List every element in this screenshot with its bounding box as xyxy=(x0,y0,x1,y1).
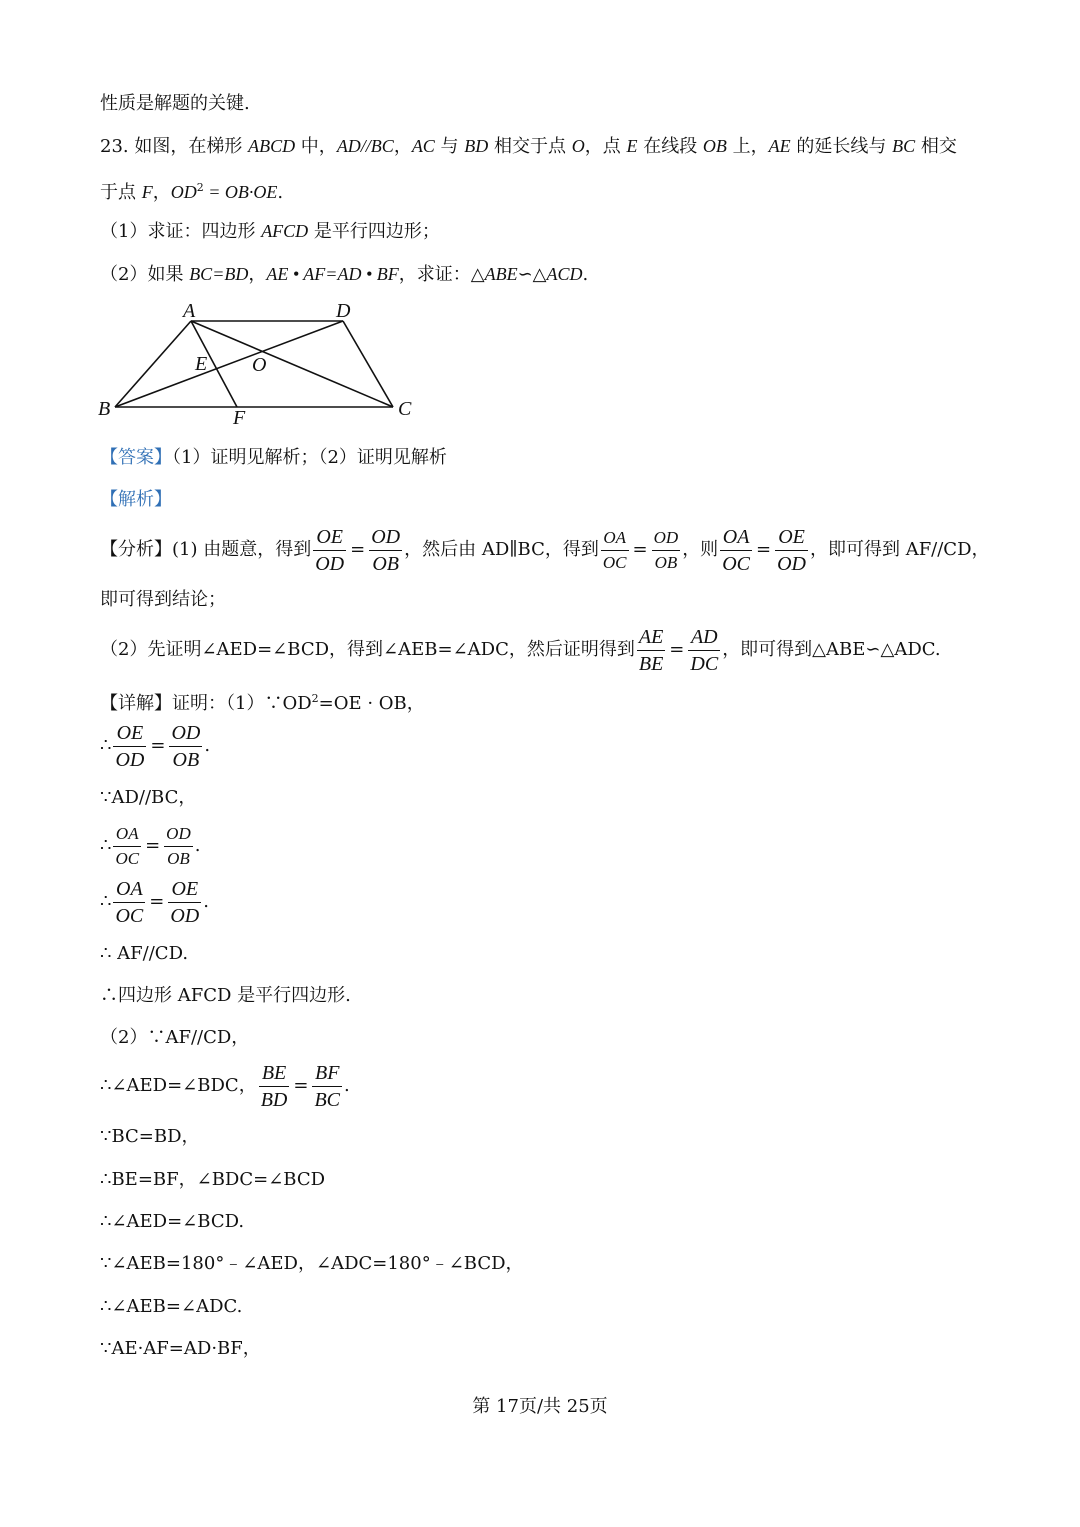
denominator: OB xyxy=(372,552,399,575)
math: ACD xyxy=(546,264,583,284)
text: ， xyxy=(393,136,412,157)
fraction xyxy=(169,720,202,773)
solution-step xyxy=(100,820,200,872)
equals: = xyxy=(293,1075,309,1096)
label-a: A xyxy=(183,300,196,322)
numerator: BF xyxy=(312,1060,342,1087)
solution-step xyxy=(100,786,196,810)
fraction xyxy=(688,624,720,677)
numerator: OE xyxy=(775,524,808,551)
math: OD xyxy=(170,182,197,202)
part-1-prompt xyxy=(100,219,440,244)
text: 的延长线与 xyxy=(790,136,893,157)
label-e: E xyxy=(195,353,208,375)
text: 相交于点 xyxy=(488,136,572,157)
numerator: AD xyxy=(688,624,720,651)
text: . xyxy=(582,264,589,285)
text: ∵AD//BC， xyxy=(100,787,197,808)
math: AE xyxy=(768,136,791,156)
text: ∴ AF//CD. xyxy=(100,943,189,964)
denominator: OD xyxy=(777,552,806,575)
label-d: D xyxy=(336,300,351,322)
math: AFCD xyxy=(261,221,309,241)
equals: = xyxy=(632,539,648,560)
numerator: OD xyxy=(369,524,402,551)
denominator: BC xyxy=(314,1088,341,1111)
therefore: ∴ xyxy=(100,891,112,912)
fraction xyxy=(313,524,346,577)
label-o: O xyxy=(252,354,267,376)
text: ∵∠AEB=180°﹣∠AED，∠ADC=180°﹣∠BCD， xyxy=(100,1253,524,1274)
text: ∽△ xyxy=(517,264,547,285)
analysis-line-2 xyxy=(100,588,226,612)
numerator: OE xyxy=(113,720,146,747)
denominator: OB xyxy=(167,848,190,868)
text: 相交 xyxy=(915,136,957,157)
text: ，即可得到 AF//CD， xyxy=(809,539,990,560)
solution-step xyxy=(100,1252,524,1276)
text: （2）先证明∠AED=∠BCD，得到∠AEB=∠ADC，然后证明得到 xyxy=(100,639,635,660)
solution-step xyxy=(100,1337,261,1361)
fraction xyxy=(720,524,752,577)
label-b: B xyxy=(98,398,111,420)
text-line xyxy=(100,92,250,116)
fraction xyxy=(775,524,808,577)
numerator: OA xyxy=(113,822,141,847)
text: . xyxy=(203,891,209,912)
numerator: BE xyxy=(259,1060,290,1087)
label-f: F xyxy=(233,407,246,429)
answer-line xyxy=(100,446,447,470)
math: E xyxy=(626,136,638,156)
text: . xyxy=(204,735,211,756)
denominator: OD xyxy=(170,904,200,927)
denominator: OC xyxy=(722,552,750,575)
equals: = xyxy=(150,735,166,756)
solution-start xyxy=(100,687,425,716)
fraction xyxy=(312,1060,342,1113)
segment-ac xyxy=(191,321,393,407)
math: BC=BD xyxy=(189,264,249,284)
therefore: ∴ xyxy=(100,735,112,756)
text: ∵BC=BD， xyxy=(100,1126,200,1147)
text: ∵AE·AF=AD·BF， xyxy=(100,1338,261,1359)
text: ∴∠AED=∠BDC， xyxy=(100,1075,257,1096)
superscript: 2 xyxy=(196,181,204,194)
numerator: OA xyxy=(601,526,629,551)
page-footer: 第 17页/共 25页 xyxy=(472,1396,608,1417)
denominator: OC xyxy=(602,552,627,572)
math: BC xyxy=(892,136,916,156)
denominator: OD xyxy=(315,552,345,575)
text: （1）求证：四边形 xyxy=(100,221,262,242)
math: ABE xyxy=(484,264,518,284)
label-c: C xyxy=(398,398,412,420)
equals: = xyxy=(145,835,161,856)
text: ，点 xyxy=(584,136,627,157)
text: 于点 xyxy=(100,182,142,203)
segment-ab xyxy=(115,321,191,407)
text: 与 xyxy=(434,136,465,157)
solution-step xyxy=(100,1295,242,1319)
solution-step xyxy=(100,718,210,774)
fraction xyxy=(113,876,145,929)
text: 23. 如图，在梯形 xyxy=(100,136,249,157)
solution-step xyxy=(100,1026,249,1050)
denominator: OB xyxy=(654,552,678,572)
segment-dc xyxy=(343,321,393,407)
text: （2）如果 xyxy=(100,264,190,285)
denominator: OC xyxy=(115,848,140,868)
math: O xyxy=(571,136,585,156)
text: ∴∠AEB=∠ADC. xyxy=(100,1296,243,1317)
segment-bd xyxy=(115,321,343,407)
math: ABCD xyxy=(248,136,296,156)
denominator: OC xyxy=(115,904,144,927)
analysis-tag: 【解析】 xyxy=(100,489,172,510)
text: 上， xyxy=(726,136,769,157)
fraction xyxy=(601,526,629,575)
solution-step xyxy=(100,1125,200,1149)
question-23-line-2 xyxy=(100,176,283,205)
numerator: OE xyxy=(313,524,346,551)
math: AD//BC xyxy=(336,136,394,156)
math: OB xyxy=(702,136,727,156)
analysis-line-3 xyxy=(100,622,941,678)
solution-tag: 【详解】 xyxy=(100,693,172,714)
text: 中， xyxy=(295,136,337,157)
text: ∴∠AED=∠BCD. xyxy=(100,1211,245,1232)
numerator: OD xyxy=(652,526,681,551)
text: 证明：（1）∵OD xyxy=(172,693,312,714)
fraction xyxy=(652,526,681,575)
denominator: BE xyxy=(638,652,664,675)
denominator: BD xyxy=(260,1088,288,1111)
text: ，即可得到△ABE∽△ADC. xyxy=(722,639,941,660)
text: ，则 xyxy=(682,539,719,560)
numerator: OE xyxy=(168,876,201,903)
text: ∴BE=BF，∠BDC=∠BCD xyxy=(100,1169,326,1190)
text: ， xyxy=(248,264,267,285)
question-23-line-1 xyxy=(100,134,957,159)
numerator: OA xyxy=(720,524,752,551)
numerator: OA xyxy=(113,876,145,903)
solution-step xyxy=(100,1168,325,1192)
fraction xyxy=(113,720,146,773)
trapezoid-figure xyxy=(90,296,430,430)
text: ， xyxy=(152,182,171,203)
text: 性质是解题的关键. xyxy=(100,93,250,114)
math: F xyxy=(141,182,153,202)
equals: = xyxy=(755,539,772,560)
text: ∴四边形 AFCD 是平行四边形. xyxy=(100,985,351,1006)
superscript: 2 xyxy=(311,692,319,705)
text: 在线段 xyxy=(637,136,703,157)
analysis-line-1 xyxy=(100,522,990,578)
text: ，然后由 AD∥BC，得到 xyxy=(404,539,599,560)
fraction xyxy=(637,624,665,677)
solution-step xyxy=(100,1058,350,1114)
math: BD xyxy=(464,136,489,156)
numerator: AE xyxy=(637,624,665,651)
math: AE • AF=AD • BF xyxy=(266,264,399,284)
text: . xyxy=(344,1075,350,1096)
denominator: OB xyxy=(172,748,200,771)
fraction xyxy=(164,822,193,871)
text: . xyxy=(277,182,284,203)
equals: = xyxy=(669,639,685,660)
text: 【分析】(1) 由题意，得到 xyxy=(100,539,312,560)
fraction xyxy=(369,524,402,577)
solution-step xyxy=(100,1210,244,1234)
denominator: OD xyxy=(115,748,145,771)
text: 即可得到结论； xyxy=(100,589,226,610)
equals: = xyxy=(149,891,165,912)
numerator: OD xyxy=(164,822,193,847)
text: =OE · OB， xyxy=(318,693,425,714)
denominator: DC xyxy=(690,652,719,675)
fraction xyxy=(168,876,201,929)
solution-step xyxy=(100,942,188,966)
numerator: OD xyxy=(169,720,202,747)
solution-step xyxy=(100,984,351,1008)
text: . xyxy=(194,835,201,856)
equals: = xyxy=(350,539,366,560)
text: 是平行四边形； xyxy=(308,221,440,242)
fraction xyxy=(259,1060,290,1113)
answer-text: （1）证明见解析；（2）证明见解析 xyxy=(172,447,447,468)
fraction xyxy=(113,822,141,871)
part-2-prompt xyxy=(100,262,588,287)
therefore: ∴ xyxy=(100,835,112,856)
solution-step xyxy=(100,874,209,930)
analysis-header xyxy=(100,488,172,512)
math: AC xyxy=(411,136,435,156)
text: ，求证：△ xyxy=(398,264,485,285)
math: = OB·OE xyxy=(203,182,278,202)
text: （2）∵AF//CD， xyxy=(100,1027,250,1048)
answer-tag: 【答案】 xyxy=(100,447,172,468)
